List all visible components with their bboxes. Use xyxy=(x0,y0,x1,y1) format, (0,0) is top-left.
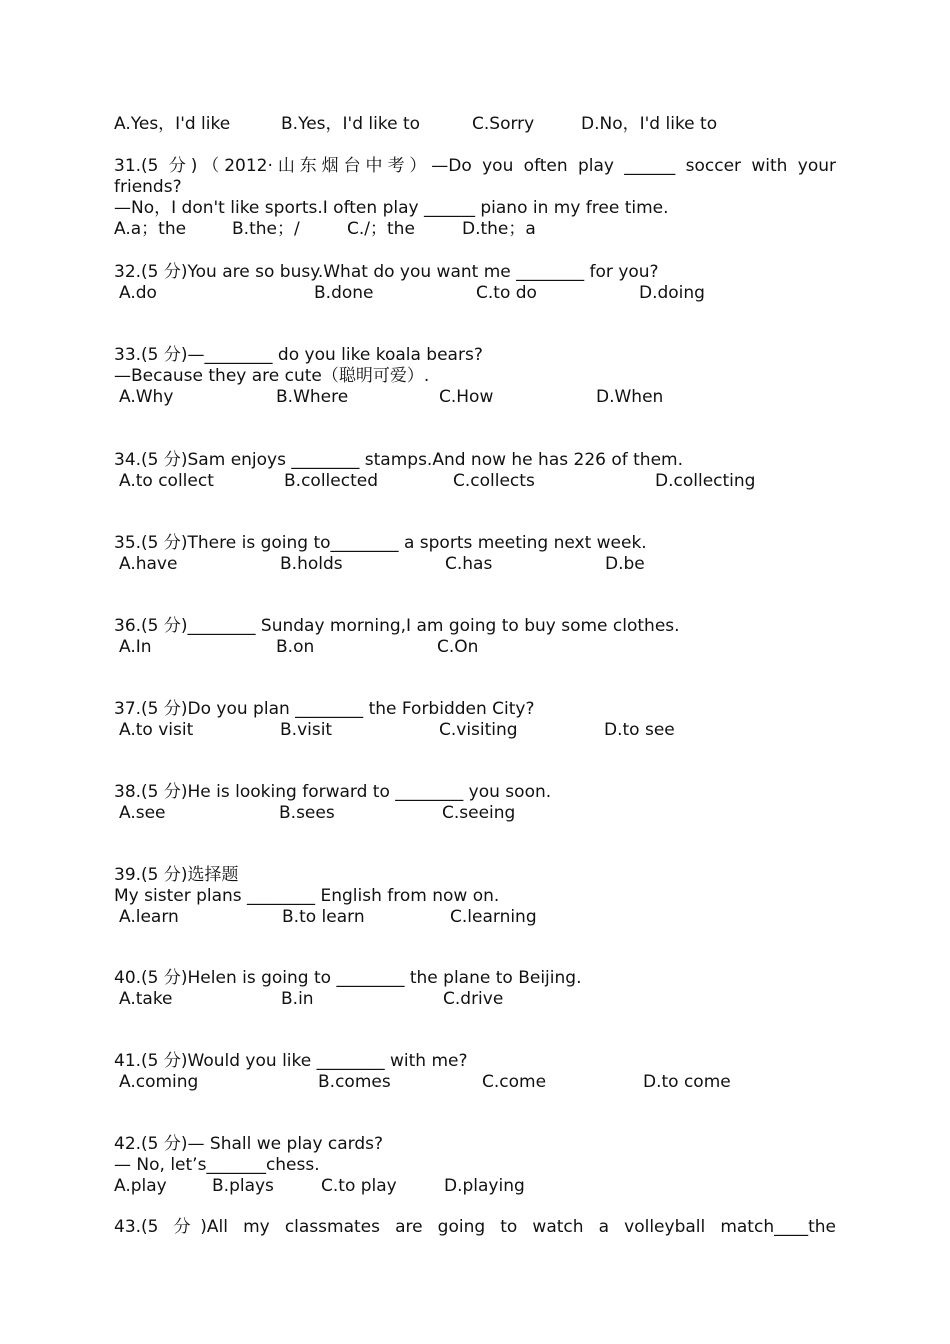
answer-options xyxy=(114,803,836,824)
question-q41 xyxy=(114,1051,836,1093)
answer-option: A.Why xyxy=(119,387,174,407)
answer-option: C.collects xyxy=(453,471,535,491)
question-q43 xyxy=(114,1217,836,1238)
answer-option: B.collected xyxy=(284,471,378,491)
answer-option: A.In xyxy=(119,637,152,657)
answer-option: C.Sorry xyxy=(472,114,535,134)
answer-options xyxy=(114,387,836,408)
question-q39 xyxy=(114,865,836,928)
answer-options xyxy=(114,637,836,658)
answer-options xyxy=(114,219,836,240)
answer-options xyxy=(114,989,836,1010)
question-q34 xyxy=(114,450,836,492)
answer-option: D.doing xyxy=(639,283,705,303)
answer-option: A.to visit xyxy=(119,720,194,740)
answer-option: A.take xyxy=(119,989,173,1009)
answer-option: C.seeing xyxy=(442,803,516,823)
answer-option: A.coming xyxy=(119,1072,199,1092)
answer-option: D.be xyxy=(605,554,645,574)
answer-option: B.the；/ xyxy=(232,219,300,239)
answer-option: C.visiting xyxy=(439,720,518,740)
question-text-line: 31.(5 分)（2012·山东烟台中考）—Do you often play ______ soccer with your xyxy=(114,156,836,176)
answer-option: D.to see xyxy=(604,720,675,740)
question-q33 xyxy=(114,345,836,408)
answer-option: A.play xyxy=(114,1176,167,1196)
answer-option: B.holds xyxy=(280,554,343,574)
question-text-line: 42.(5 分)— Shall we play cards? xyxy=(114,1134,384,1154)
question-text-line: 39.(5 分)选择题 xyxy=(114,865,239,885)
question-text-line: 32.(5 分)You are so busy.What do you want me ________ for you? xyxy=(114,262,659,282)
question-q30 xyxy=(114,114,836,135)
answer-option: C.drive xyxy=(443,989,504,1009)
answer-options xyxy=(114,114,836,135)
question-text-line: — No, let’s_______chess. xyxy=(114,1155,320,1175)
question-text-line: 34.(5 分)Sam enjoys ________ stamps.And now he has 226 of them. xyxy=(114,450,684,470)
answer-options xyxy=(114,720,836,741)
answer-option: D.When xyxy=(596,387,664,407)
answer-option: A.see xyxy=(119,803,166,823)
answer-option: B.comes xyxy=(318,1072,391,1092)
question-text-line: My sister plans ________ English from now on. xyxy=(114,886,500,906)
question-text-line: friends? xyxy=(114,177,182,197)
answer-option: A.learn xyxy=(119,907,179,927)
question-q32 xyxy=(114,262,836,304)
answer-option: C.to play xyxy=(321,1176,397,1196)
question-text-line: —No，I don't like sports.I often play ______ piano in my free time. xyxy=(114,198,669,218)
question-q37 xyxy=(114,699,836,741)
question-text-line: 43.(5 分)All my classmates are going to watch a volleyball match____the xyxy=(114,1217,836,1237)
question-q42 xyxy=(114,1134,836,1197)
answer-option: D.to come xyxy=(643,1072,731,1092)
answer-option: A.to collect xyxy=(119,471,214,491)
answer-option: B.in xyxy=(281,989,314,1009)
answer-option: A.do xyxy=(119,283,157,303)
answer-option: A.a；the xyxy=(114,219,187,239)
question-text-line: 36.(5 分)________ Sunday morning,I am going to buy some clothes. xyxy=(114,616,680,636)
answer-options xyxy=(114,1176,836,1197)
question-q40 xyxy=(114,968,836,1010)
answer-option: B.sees xyxy=(279,803,335,823)
answer-option: C.On xyxy=(437,637,479,657)
answer-option: C.has xyxy=(445,554,493,574)
answer-options xyxy=(114,1072,836,1093)
question-text-line: 38.(5 分)He is looking forward to ________ you soon. xyxy=(114,782,552,802)
answer-option: B.on xyxy=(276,637,315,657)
answer-option: C.to do xyxy=(476,283,537,303)
question-q36 xyxy=(114,616,836,658)
question-text-line: 37.(5 分)Do you plan ________ the Forbidden City? xyxy=(114,699,535,719)
answer-option: A.have xyxy=(119,554,178,574)
answer-option: B.to learn xyxy=(282,907,365,927)
question-q38 xyxy=(114,782,836,824)
answer-option: B.plays xyxy=(212,1176,274,1196)
answer-option: C./；the xyxy=(347,219,415,239)
answer-option: B.done xyxy=(314,283,374,303)
question-q35 xyxy=(114,533,836,575)
question-q31 xyxy=(114,156,836,240)
answer-option: B.Yes，I'd like to xyxy=(281,114,421,134)
question-text-line: 35.(5 分)There is going to________ a sports meeting next week. xyxy=(114,533,647,553)
question-text-line: —Because they are cute（聪明可爱）. xyxy=(114,366,430,386)
answer-options xyxy=(114,471,836,492)
question-text-line: 41.(5 分)Would you like ________ with me? xyxy=(114,1051,468,1071)
answer-options xyxy=(114,283,836,304)
answer-option: D.collecting xyxy=(655,471,756,491)
answer-option: D.the；a xyxy=(462,219,536,239)
answer-option: C.come xyxy=(482,1072,547,1092)
answer-option: C.How xyxy=(439,387,494,407)
question-text-line: 40.(5 分)Helen is going to ________ the plane to Beijing. xyxy=(114,968,582,988)
answer-option: C.learning xyxy=(450,907,537,927)
answer-options xyxy=(114,907,836,928)
question-text-line: 33.(5 分)—________ do you like koala bears? xyxy=(114,345,483,365)
answer-option: B.visit xyxy=(280,720,333,740)
answer-option: D.playing xyxy=(444,1176,525,1196)
answer-option: D.No，I'd like to xyxy=(581,114,718,134)
answer-option: B.Where xyxy=(276,387,349,407)
answer-option: A.Yes，I'd like xyxy=(114,114,231,134)
answer-options xyxy=(114,554,836,575)
